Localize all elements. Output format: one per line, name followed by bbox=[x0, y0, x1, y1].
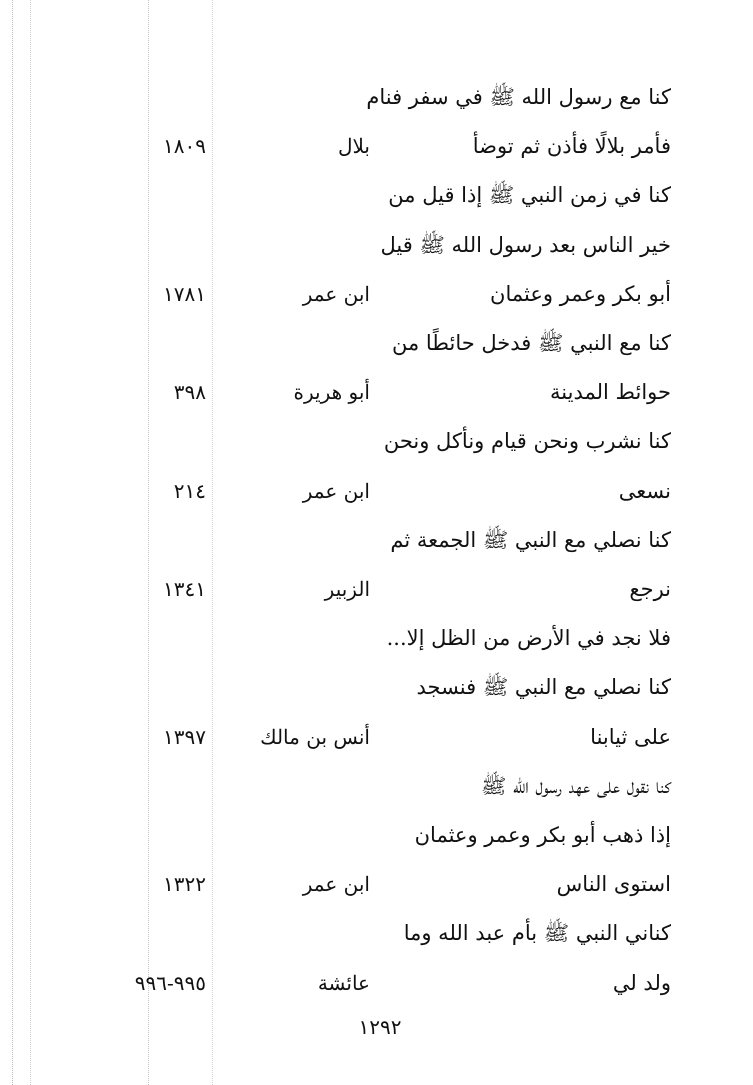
hadith-number: ١٣٢٢ bbox=[163, 872, 206, 897]
index-entry-row bbox=[0, 916, 753, 950]
hadith-text: حوائط المدينة bbox=[550, 380, 671, 405]
narrator-name: بلال bbox=[337, 134, 370, 159]
hadith-text: استوى الناس bbox=[556, 872, 671, 897]
hadith-text: كنا في زمن النبي ﷺ إذا قيل من bbox=[388, 183, 671, 208]
narrator-name: ابن عمر bbox=[302, 872, 370, 897]
index-entry-row bbox=[0, 129, 753, 163]
index-entry-row bbox=[0, 424, 753, 458]
hadith-text: كنا نقول على عهد رسول الله ﷺ bbox=[481, 773, 671, 798]
hadith-text: كنا مع النبي ﷺ فدخل حائطًا من bbox=[391, 331, 671, 355]
page-number: ١٢٩٢ bbox=[358, 1015, 402, 1039]
hadith-text: كنا مع رسول الله ﷺ في سفر فنام bbox=[366, 85, 671, 109]
hadith-text: نسعى bbox=[618, 478, 671, 503]
narrator-name: ابن عمر bbox=[302, 478, 370, 503]
index-entry-row bbox=[0, 818, 753, 852]
hadith-number: ٢١٤ bbox=[173, 478, 206, 503]
index-entry-row bbox=[0, 326, 753, 360]
index-entry-row bbox=[0, 572, 753, 606]
narrator-name: الزبير bbox=[324, 577, 370, 601]
index-entry-row bbox=[0, 474, 753, 508]
hadith-text: نرجع bbox=[629, 577, 671, 601]
index-entry-row bbox=[0, 375, 753, 409]
narrator-name: أنس بن مالك bbox=[260, 724, 370, 749]
hadith-text: فأمر بلالًا فأذن ثم توضأ bbox=[472, 134, 671, 159]
index-entry-row bbox=[0, 277, 753, 311]
hadith-text: كنا نصلي مع النبي ﷺ الجمعة ثم bbox=[390, 527, 671, 552]
hadith-text: كنا نشرب ونحن قيام ونأكل ونحن bbox=[383, 429, 671, 454]
index-entry-row bbox=[0, 228, 753, 262]
hadith-number: ١٧٨١ bbox=[163, 281, 206, 306]
hadith-text: إذا ذهب أبو بكر وعمر وعثمان bbox=[414, 823, 671, 847]
index-entry-row bbox=[0, 621, 753, 655]
index-entry-row bbox=[0, 670, 753, 704]
hadith-text: ولد لي bbox=[612, 970, 671, 995]
index-entry-row bbox=[0, 966, 753, 1000]
hadith-text: أبو بكر وعمر وعثمان bbox=[490, 281, 671, 306]
hadith-text: على ثيابنا bbox=[590, 724, 671, 749]
narrator-name: عائشة bbox=[317, 970, 370, 995]
index-entry-row bbox=[0, 178, 753, 212]
hadith-text: كنا نصلي مع النبي ﷺ فنسجد bbox=[416, 675, 671, 700]
hadith-number: ١٣٤١ bbox=[163, 577, 206, 601]
hadith-number: ١٨٠٩ bbox=[163, 134, 206, 159]
hadith-text: فلا نجد في الأرض من الظل إلا... bbox=[386, 626, 671, 651]
hadith-text: كناني النبي ﷺ بأم عبد الله وما bbox=[403, 921, 671, 946]
narrator-name: ابن عمر bbox=[302, 281, 370, 306]
narrator-name: أبو هريرة bbox=[293, 380, 370, 405]
hadith-number: ٣٩٨ bbox=[173, 380, 206, 405]
index-entry-row bbox=[0, 769, 753, 803]
index-entry-row bbox=[0, 523, 753, 557]
hadith-number: ٩٩٥-٩٩٦ bbox=[134, 970, 206, 995]
hadith-number: ١٣٩٧ bbox=[163, 724, 206, 749]
index-entry-row bbox=[0, 80, 753, 114]
index-entry-row bbox=[0, 867, 753, 901]
hadith-text: خير الناس بعد رسول الله ﷺ قيل bbox=[380, 232, 671, 257]
index-entry-row bbox=[0, 720, 753, 754]
